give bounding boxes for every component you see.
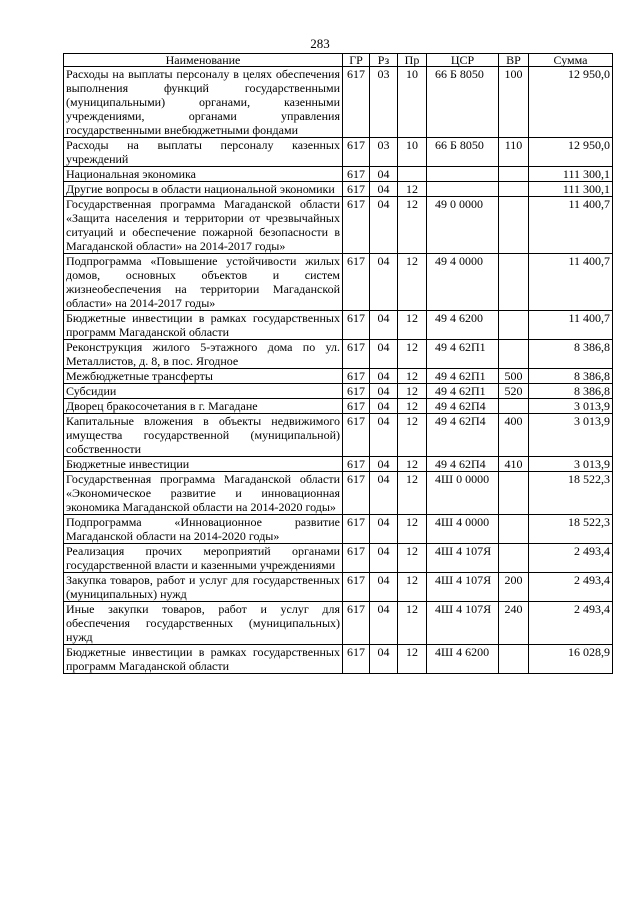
cell-name: Реконструкция жилого 5-этажного дома по ул. Металлистов, д. 8, в пос. Ягодное (64, 340, 343, 369)
cell-gr: 617 (343, 472, 370, 515)
cell-csr: 49 4 62П4 (427, 399, 499, 414)
cell-rz: 04 (370, 515, 398, 544)
cell-pr: 12 (398, 369, 427, 384)
cell-sum: 16 028,9 (529, 645, 613, 674)
header-gr: ГР (343, 54, 370, 67)
cell-pr: 10 (398, 138, 427, 167)
cell-sum: 3 013,9 (529, 399, 613, 414)
cell-rz: 04 (370, 457, 398, 472)
cell-vr (499, 515, 529, 544)
header-vr: ВР (499, 54, 529, 67)
header-sum: Сумма (529, 54, 613, 67)
cell-sum: 18 522,3 (529, 472, 613, 515)
cell-name: Подпрограмма «Инновационное развитие Магаданской области на 2014-2020 годы» (64, 515, 343, 544)
cell-csr: 4Ш 0 0000 (427, 472, 499, 515)
cell-gr: 617 (343, 182, 370, 197)
cell-rz: 04 (370, 573, 398, 602)
cell-sum: 12 950,0 (529, 138, 613, 167)
cell-vr (499, 472, 529, 515)
cell-vr: 240 (499, 602, 529, 645)
cell-gr: 617 (343, 457, 370, 472)
table-row (64, 472, 613, 515)
cell-rz: 04 (370, 645, 398, 674)
cell-pr: 12 (398, 311, 427, 340)
cell-rz: 04 (370, 369, 398, 384)
cell-pr: 12 (398, 340, 427, 369)
cell-vr (499, 167, 529, 182)
cell-sum: 3 013,9 (529, 414, 613, 457)
cell-rz: 04 (370, 472, 398, 515)
header-csr: ЦСР (427, 54, 499, 67)
header-pr: Пр (398, 54, 427, 67)
cell-rz: 03 (370, 67, 398, 138)
cell-vr (499, 399, 529, 414)
cell-pr: 12 (398, 197, 427, 254)
cell-sum: 11 400,7 (529, 311, 613, 340)
cell-rz: 04 (370, 182, 398, 197)
table-row (64, 645, 613, 674)
cell-name: Бюджетные инвестиции в рамках государственных программ Магаданской области (64, 645, 343, 674)
cell-sum: 12 950,0 (529, 67, 613, 138)
cell-pr: 12 (398, 602, 427, 645)
cell-gr: 617 (343, 254, 370, 311)
cell-csr: 4Ш 4 107Я (427, 573, 499, 602)
cell-vr: 200 (499, 573, 529, 602)
cell-csr: 66 Б 8050 (427, 67, 499, 138)
cell-vr: 410 (499, 457, 529, 472)
table-row (64, 573, 613, 602)
cell-name: Закупка товаров, работ и услуг для государственных (муниципальных) нужд (64, 573, 343, 602)
cell-gr: 617 (343, 197, 370, 254)
cell-csr: 4Ш 4 6200 (427, 645, 499, 674)
cell-pr: 10 (398, 67, 427, 138)
cell-vr: 500 (499, 369, 529, 384)
cell-gr: 617 (343, 515, 370, 544)
cell-csr (427, 167, 499, 182)
cell-pr: 12 (398, 254, 427, 311)
cell-sum: 8 386,8 (529, 369, 613, 384)
table-row (64, 399, 613, 414)
cell-sum: 2 493,4 (529, 573, 613, 602)
cell-csr: 49 0 0000 (427, 197, 499, 254)
table-row (64, 515, 613, 544)
cell-vr (499, 544, 529, 573)
cell-sum: 3 013,9 (529, 457, 613, 472)
cell-name: Расходы на выплаты персоналу в целях обеспечения выполнения функций государственными (муниципальными) органами, казенными учреждениями, органами управления государственными внебюджетными фондами (64, 67, 343, 138)
cell-vr: 520 (499, 384, 529, 399)
cell-rz: 04 (370, 254, 398, 311)
table-row (64, 384, 613, 399)
cell-sum: 11 400,7 (529, 197, 613, 254)
cell-name: Государственная программа Магаданской области «Экономическое развитие и инновационная экономика Магаданской области на 2014-2020 годы» (64, 472, 343, 515)
cell-sum: 111 300,1 (529, 167, 613, 182)
cell-gr: 617 (343, 573, 370, 602)
table-row (64, 311, 613, 340)
table-row (64, 602, 613, 645)
cell-name: Субсидии (64, 384, 343, 399)
cell-csr: 4Ш 4 107Я (427, 602, 499, 645)
cell-gr: 617 (343, 399, 370, 414)
cell-vr (499, 254, 529, 311)
cell-gr: 617 (343, 645, 370, 674)
cell-name: Реализация прочих мероприятий органами государственной власти и казенными учреждениями (64, 544, 343, 573)
cell-gr: 617 (343, 67, 370, 138)
cell-vr (499, 311, 529, 340)
table-row (64, 254, 613, 311)
cell-vr (499, 645, 529, 674)
cell-name: Дворец бракосочетания в г. Магадане (64, 399, 343, 414)
table-row (64, 369, 613, 384)
cell-vr (499, 340, 529, 369)
cell-sum: 8 386,8 (529, 384, 613, 399)
cell-csr: 49 4 62П1 (427, 384, 499, 399)
cell-rz: 04 (370, 544, 398, 573)
cell-pr: 12 (398, 399, 427, 414)
cell-pr (398, 167, 427, 182)
cell-csr: 49 4 62П4 (427, 414, 499, 457)
cell-vr (499, 197, 529, 254)
cell-name: Иные закупки товаров, работ и услуг для обеспечения государственных (муниципальных) нужд (64, 602, 343, 645)
cell-rz: 04 (370, 340, 398, 369)
cell-sum: 8 386,8 (529, 340, 613, 369)
cell-vr (499, 182, 529, 197)
page-number: 283 (310, 36, 330, 51)
cell-gr: 617 (343, 138, 370, 167)
cell-gr: 617 (343, 414, 370, 457)
cell-pr: 12 (398, 573, 427, 602)
cell-pr: 12 (398, 414, 427, 457)
cell-name: Расходы на выплаты персоналу казенных учреждений (64, 138, 343, 167)
cell-gr: 617 (343, 544, 370, 573)
cell-pr: 12 (398, 457, 427, 472)
cell-csr: 49 4 62П1 (427, 340, 499, 369)
cell-name: Государственная программа Магаданской области «Защита населения и территории от чрезвычайных ситуаций и обеспечение пожарной безопасности в Магаданской области» на 2014-2017 годы» (64, 197, 343, 254)
cell-sum: 18 522,3 (529, 515, 613, 544)
cell-pr: 12 (398, 472, 427, 515)
cell-gr: 617 (343, 369, 370, 384)
cell-rz: 04 (370, 399, 398, 414)
cell-name: Межбюджетные трансферты (64, 369, 343, 384)
cell-vr: 400 (499, 414, 529, 457)
cell-csr: 4Ш 4 107Я (427, 544, 499, 573)
cell-rz: 04 (370, 384, 398, 399)
table-header-row (64, 54, 613, 67)
cell-name: Национальная экономика (64, 167, 343, 182)
table-row (64, 544, 613, 573)
cell-rz: 04 (370, 414, 398, 457)
table-row (64, 457, 613, 472)
cell-gr: 617 (343, 384, 370, 399)
cell-vr: 110 (499, 138, 529, 167)
budget-table (63, 53, 613, 674)
cell-pr: 12 (398, 645, 427, 674)
cell-rz: 04 (370, 167, 398, 182)
cell-pr: 12 (398, 384, 427, 399)
cell-name: Бюджетные инвестиции (64, 457, 343, 472)
cell-pr: 12 (398, 544, 427, 573)
cell-gr: 617 (343, 167, 370, 182)
cell-csr (427, 182, 499, 197)
cell-vr: 100 (499, 67, 529, 138)
cell-gr: 617 (343, 602, 370, 645)
table-row (64, 138, 613, 167)
cell-csr: 49 4 62П4 (427, 457, 499, 472)
cell-rz: 04 (370, 197, 398, 254)
table-row (64, 414, 613, 457)
cell-sum: 2 493,4 (529, 602, 613, 645)
table-row (64, 167, 613, 182)
table-row (64, 197, 613, 254)
cell-gr: 617 (343, 311, 370, 340)
cell-sum: 111 300,1 (529, 182, 613, 197)
cell-rz: 04 (370, 602, 398, 645)
cell-csr: 49 4 0000 (427, 254, 499, 311)
cell-csr: 66 Б 8050 (427, 138, 499, 167)
header-rz: Рз (370, 54, 398, 67)
cell-name: Другие вопросы в области национальной экономики (64, 182, 343, 197)
table-row (64, 67, 613, 138)
cell-sum: 11 400,7 (529, 254, 613, 311)
cell-sum: 2 493,4 (529, 544, 613, 573)
cell-name: Подпрограмма «Повышение устойчивости жилых домов, основных объектов и систем жизнеобеспечения на территории Магаданской области» на 2014-2017 годы» (64, 254, 343, 311)
header-name: Наименование (64, 54, 343, 67)
cell-csr: 4Ш 4 0000 (427, 515, 499, 544)
cell-pr: 12 (398, 515, 427, 544)
cell-pr: 12 (398, 182, 427, 197)
cell-name: Капитальные вложения в объекты недвижимого имущества государственной (муниципальной) собственности (64, 414, 343, 457)
cell-name: Бюджетные инвестиции в рамках государственных программ Магаданской области (64, 311, 343, 340)
cell-csr: 49 4 6200 (427, 311, 499, 340)
cell-rz: 04 (370, 311, 398, 340)
cell-gr: 617 (343, 340, 370, 369)
table-row (64, 182, 613, 197)
cell-csr: 49 4 62П1 (427, 369, 499, 384)
table-row (64, 340, 613, 369)
cell-rz: 03 (370, 138, 398, 167)
